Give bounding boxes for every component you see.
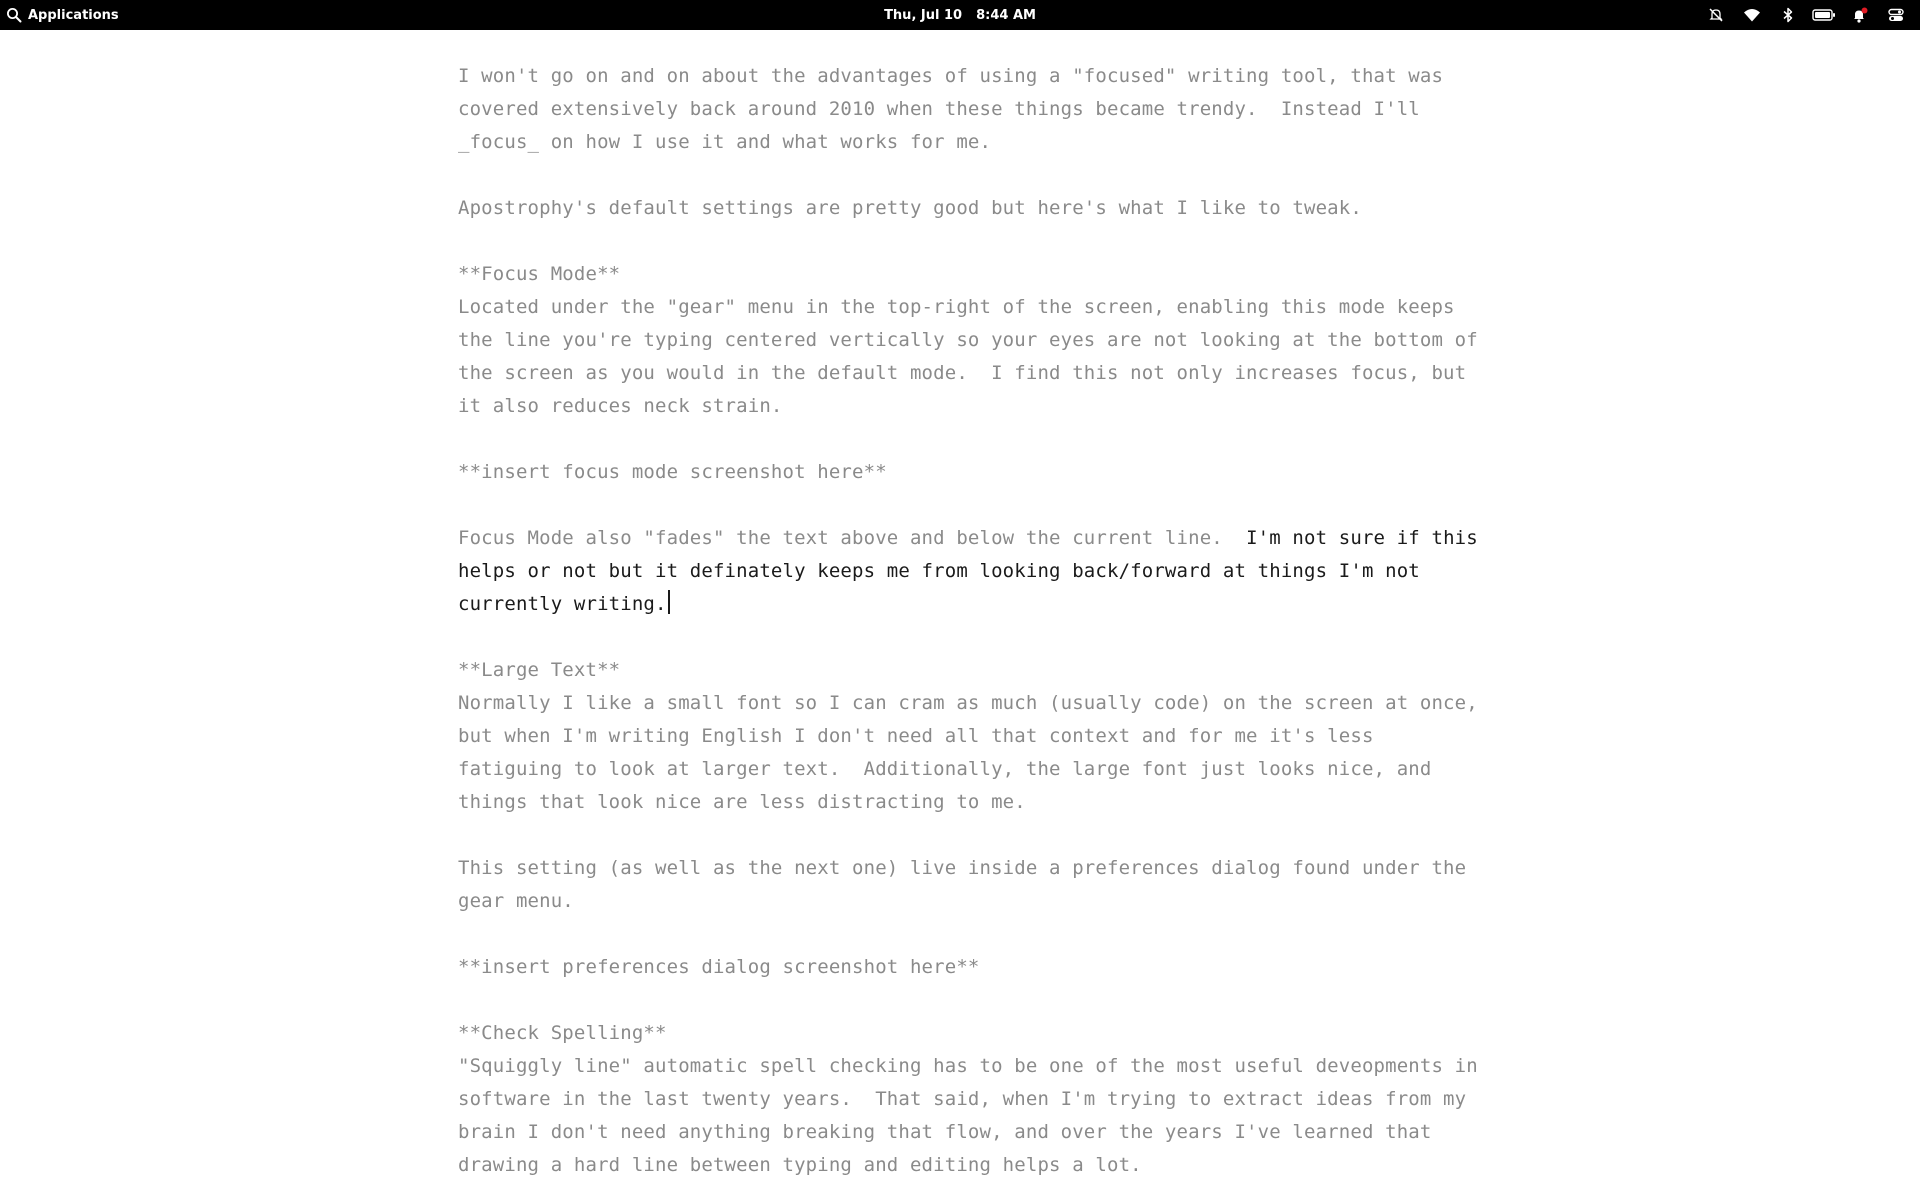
notification-bell-icon[interactable] xyxy=(1842,0,1878,30)
applications-menu-button[interactable] xyxy=(6,0,119,30)
heading-focus-mode: **Focus Mode** xyxy=(458,263,621,285)
placeholder-preferences-screenshot: **insert preferences dialog screenshot here** xyxy=(458,956,980,978)
system-settings-icon[interactable] xyxy=(1878,0,1914,30)
search-icon xyxy=(6,7,22,23)
placeholder-focus-screenshot: **insert focus mode screenshot here** xyxy=(458,461,887,483)
text-cursor xyxy=(668,590,670,614)
faded-sentence: Focus Mode also "fades" the text above and below the current line. xyxy=(458,527,1247,549)
battery-icon[interactable] xyxy=(1806,0,1842,30)
notifications-muted-icon[interactable] xyxy=(1698,0,1734,30)
paragraph-large-text: Normally I like a small font so I can cram as much (usually code) on the screen at once, but when I'm writing English I don't need all that context and for me it's less fatiguing to look at larger text. Additionally, the large font just looks nice, and things that look nice are less distracting to me. xyxy=(458,692,1490,813)
heading-large-text: **Large Text** xyxy=(458,659,621,681)
paragraph-intro: I won't go on and on about the advantages of using a "focused" writing tool, that was covered extensively back around 2010 when these things became trendy. Instead I'll _focus_ on how I use it and what works for me. xyxy=(458,65,1455,153)
paragraph-preferences: This setting (as well as the next one) live inside a preferences dialog found under the gear menu. xyxy=(458,857,1478,912)
section-focus-mode xyxy=(458,258,1490,423)
paragraph-focus-mode: Located under the "gear" menu in the top-right of the screen, enabling this mode keeps the line you're typing centered vertically so your eyes are not looking at the bottom of the screen as you would in the default mode. I find this not only increases focus, but it also reduces neck strain. xyxy=(458,296,1490,417)
section-check-spelling xyxy=(458,1017,1490,1182)
paragraph-default-settings: Apostrophy's default settings are pretty good but here's what I like to tweak. xyxy=(458,197,1362,219)
document-editor[interactable] xyxy=(458,60,1490,1200)
system-indicators xyxy=(1698,0,1914,30)
paragraph-check-spelling: "Squiggly line" automatic spell checking has to be one of the most useful deveopments in software in the last twenty years. That said, when I'm trying to extract ideas from my brain I don't need anything breaking that flow, and over the years I've learned that drawing a hard line between typing and editing helps a lot. xyxy=(458,1055,1490,1176)
wifi-icon[interactable] xyxy=(1734,0,1770,30)
bluetooth-icon[interactable] xyxy=(1770,0,1806,30)
section-large-text xyxy=(458,654,1490,819)
paragraph-fades xyxy=(458,522,1490,621)
date-time-indicator xyxy=(0,0,1920,30)
time-label[interactable]: 8:44 AM xyxy=(976,7,1036,23)
applications-label: Applications xyxy=(28,7,119,23)
current-sentence: I'm not sure if this helps or not but it definately keeps me from looking back/forward at things I'm not currently writing. xyxy=(458,527,1490,615)
date-label[interactable]: Thu, Jul 10 xyxy=(884,7,963,23)
heading-check-spelling: **Check Spelling** xyxy=(458,1022,667,1044)
top-panel xyxy=(0,0,1920,30)
